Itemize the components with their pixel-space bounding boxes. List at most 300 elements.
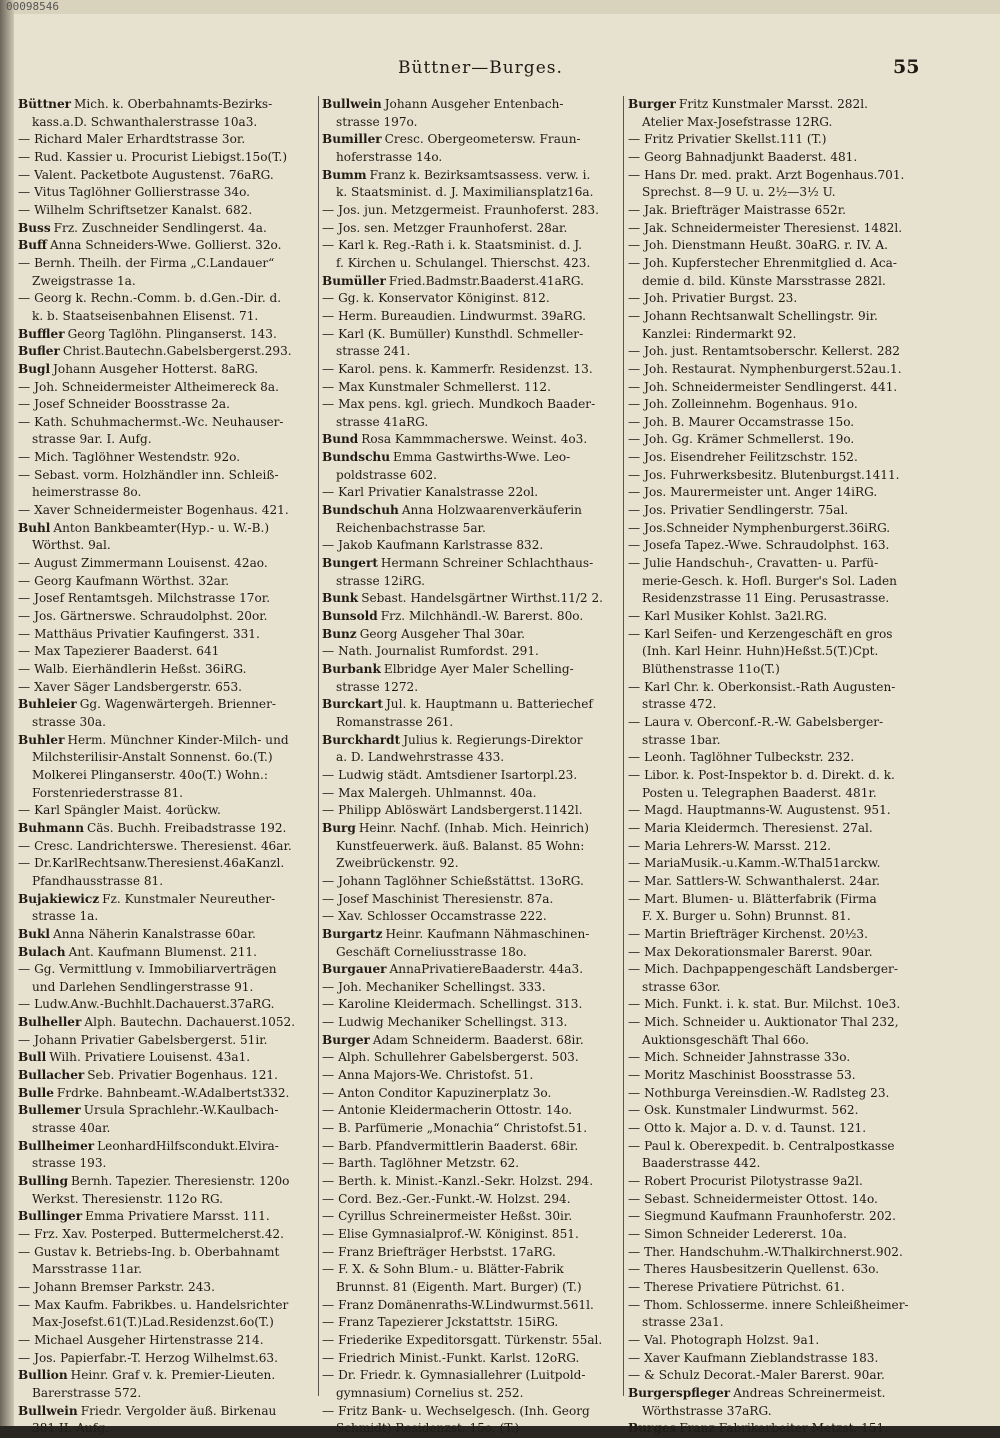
directory-entry-line <box>18 714 314 732</box>
entry-text: Friedrich Minist.-Funkt. Karlst. 12oRG. <box>338 1350 580 1365</box>
surname: Burgartz <box>322 926 383 941</box>
directory-entry-line <box>628 1350 928 1368</box>
surname: Buhl <box>18 520 51 535</box>
directory-entry-line <box>628 838 928 856</box>
ditto-dash: — <box>18 838 31 853</box>
directory-entry-line <box>628 431 928 449</box>
entry-text: Anna Näherin Kanalstrasse 60ar. <box>53 926 256 941</box>
ditto-dash: — <box>18 149 31 164</box>
entry-text: Friederike Expeditorsgatt. Türkenstr. 55al. <box>338 1332 603 1347</box>
directory-entry-line <box>18 1173 314 1191</box>
entry-text: Anna Holzwaarenverkäuferin <box>401 503 582 518</box>
surname: Burbank <box>322 662 381 676</box>
directory-entry-line <box>322 1138 618 1156</box>
ditto-dash: — <box>628 379 641 394</box>
directory-entry-line <box>628 961 928 979</box>
entry-text: strasse 23a1. <box>642 1315 724 1330</box>
entry-text: strasse 40ar. <box>32 1121 111 1136</box>
entry-text: Fritz Bank- u. Wechselgesch. (Inh. Georg <box>338 1403 590 1418</box>
entry-text: Sebast. Schneidermeister Ottost. 14o. <box>644 1191 878 1206</box>
surname: Burgauer <box>322 962 387 977</box>
ditto-dash: — <box>322 1174 335 1189</box>
directory-entry-line <box>18 220 314 238</box>
entry-text: Franz Fabrikarbeiter Metzst. 151. <box>679 1421 889 1436</box>
entry-text: Jos. jun. Metzgermeist. Fraunhoferst. 283. <box>338 202 599 217</box>
ditto-dash: — <box>322 1350 335 1365</box>
ditto-dash: — <box>628 432 641 447</box>
entry-text: Friedr. Vergolder äuß. Birkenau <box>80 1403 277 1418</box>
directory-entry-line <box>322 802 618 820</box>
directory-entry-line <box>322 396 618 414</box>
surname: Burger <box>628 97 676 111</box>
entry-text: Joh. Privatier Burgst. 23. <box>644 291 798 306</box>
surname: Bullacher <box>18 1068 85 1083</box>
entry-text: Jos. Privatier Sendlingerstr. 75al. <box>644 503 849 518</box>
entry-text: Hermann Schreiner Schlachthaus- <box>380 556 594 571</box>
surname: Bunsold <box>322 609 378 624</box>
directory-entry-line <box>322 520 618 538</box>
directory-entry-line <box>18 273 314 291</box>
directory-entry-line <box>18 873 314 891</box>
directory-entry-line <box>18 785 314 803</box>
entry-text: Forstenriederstrasse 81. <box>32 785 183 800</box>
directory-entry-line <box>18 1120 314 1138</box>
ditto-dash: — <box>18 202 31 217</box>
entry-text: Ursula Sprachlehr.-W.Kaulbach- <box>83 1103 279 1118</box>
ditto-dash: — <box>18 1297 31 1312</box>
ditto-dash: — <box>322 891 335 906</box>
directory-entry-line <box>628 855 928 873</box>
directory-entry-line <box>18 573 314 591</box>
directory-entry-line <box>628 1314 928 1332</box>
ditto-dash: — <box>18 662 31 676</box>
directory-entry-line <box>18 1191 314 1209</box>
surname: Burckhardt <box>322 732 401 747</box>
entry-text: Valent. Packetbote Augustenst. 76aRG. <box>34 167 274 182</box>
directory-entry-line <box>18 749 314 767</box>
directory-entry-line <box>322 361 618 379</box>
entry-text: Ther. Handschuhm.-W.Thalkirchnerst.902. <box>644 1244 903 1259</box>
entry-text: strasse 63or. <box>642 979 721 994</box>
directory-entry-line <box>628 414 928 432</box>
ditto-dash: — <box>18 1279 31 1294</box>
ditto-dash: — <box>628 856 641 871</box>
ditto-dash: — <box>628 1368 641 1383</box>
directory-entry-line <box>628 1173 928 1191</box>
entry-text: strasse 197o. <box>336 114 418 129</box>
ditto-dash: — <box>322 397 335 412</box>
entry-text: Milchsterilisir-Anstalt Sonnenst. 6o.(T.) <box>32 750 273 765</box>
directory-entry-line <box>322 820 618 838</box>
directory-entry-line <box>18 149 314 167</box>
ditto-dash: — <box>18 609 31 624</box>
entry-text: Karl Chr. k. Oberkonsist.-Rath Augusten- <box>644 679 896 694</box>
directory-entry-line <box>18 891 314 909</box>
ditto-dash: — <box>628 132 641 147</box>
entry-text: Mich. k. Oberbahnamts-Bezirks- <box>74 97 273 111</box>
directory-entry-line <box>322 1155 618 1173</box>
directory-entry-line <box>628 326 928 344</box>
entry-text: Zweigstrasse 1a. <box>32 273 136 288</box>
entry-text: Posten u. Telegraphen Baaderst. 481r. <box>642 785 877 800</box>
directory-entry-line <box>322 326 618 344</box>
entry-text: Baaderstrasse 442. <box>642 1156 761 1171</box>
directory-entry-line <box>18 838 314 856</box>
directory-entry-line <box>18 520 314 538</box>
surname: Buhmann <box>18 820 85 835</box>
entry-text: Elbridge Ayer Maler Schelling- <box>383 662 574 676</box>
directory-entry-line <box>18 1208 314 1226</box>
directory-entry-line <box>18 537 314 555</box>
entry-text: Blüthenstrasse 11o(T.) <box>642 662 780 676</box>
directory-entry-line <box>628 573 928 591</box>
entry-text: Franz k. Bezirksamtsassess. verw. i. <box>369 167 591 182</box>
entry-text: demie d. bild. Künste Marsstrasse 282l. <box>642 273 886 288</box>
directory-entry-line <box>18 1049 314 1067</box>
entry-text: Georg Taglöhn. Plinganserst. 143. <box>67 326 277 341</box>
ditto-dash: — <box>322 1103 335 1118</box>
directory-entry-line <box>628 255 928 273</box>
surname: Bunz <box>322 626 357 641</box>
ditto-dash: — <box>322 644 335 659</box>
directory-entry-line <box>18 926 314 944</box>
entry-text: Frz. Xav. Posterped. Buttermelcherst.42. <box>34 1227 284 1241</box>
ditto-dash: — <box>322 785 335 800</box>
entry-text: gymnasium) Cornelius st. 252. <box>336 1385 524 1400</box>
entry-text: Karl Privatier Kanalstrasse 22ol. <box>338 485 539 500</box>
ditto-dash: — <box>628 503 641 518</box>
entry-text: Frdrke. Bahnbeamt.-W.Adalbertst332. <box>56 1085 290 1100</box>
entry-text: AnnaPrivatiereBaaderstr. 44a3. <box>389 962 584 977</box>
directory-entry-line <box>322 1102 618 1120</box>
entry-text: Alph. Schullehrer Gabelsbergerst. 503. <box>338 1050 579 1065</box>
directory-entry-line <box>322 467 618 485</box>
directory-entry-line <box>628 149 928 167</box>
entry-text: hoferstrasse 14o. <box>336 149 443 164</box>
directory-entry-line <box>322 696 618 714</box>
entry-text: Joh. Mechaniker Schellingst. 333. <box>338 979 546 994</box>
ditto-dash: — <box>628 255 641 270</box>
entry-text: F. X. Burger u. Sohn) Brunnst. 81. <box>642 909 851 924</box>
directory-entry-line <box>628 996 928 1014</box>
directory-entry-line <box>628 802 928 820</box>
entry-text: Jos. Eisendreher Feilitzschstr. 152. <box>644 450 858 465</box>
entry-text: Bernh. Tapezier. Theresienstr. 120o <box>71 1174 290 1189</box>
ditto-dash: — <box>322 1068 335 1083</box>
entry-text: Maria Lehrers-W. Marsst. 212. <box>644 838 831 853</box>
ditto-dash: — <box>18 1350 31 1365</box>
entry-text: Joh. Restaurat. Nymphenburgerst.52au.1. <box>644 361 902 376</box>
entry-text: strasse 30a. <box>32 714 106 729</box>
entry-text: Emma Gastwirths-Wwe. Leo- <box>393 450 571 465</box>
entry-text: F. X. & Sohn Blum.- u. Blätter-Fabrik <box>338 1262 564 1277</box>
entry-text: Rosa Kammmacherswe. Weinst. 4o3. <box>361 432 588 447</box>
directory-entry-line <box>18 555 314 573</box>
entry-text: Karoline Kleidermach. Schellingst. 313. <box>338 997 583 1012</box>
entry-text: Zweibrückenstr. 92. <box>336 856 459 871</box>
directory-entry-line <box>628 873 928 891</box>
ditto-dash: — <box>18 503 31 518</box>
directory-entry-line <box>322 273 618 291</box>
directory-entry-line <box>628 749 928 767</box>
ditto-dash: — <box>322 1050 335 1065</box>
entry-text: Johann Ausgeher Hotterst. 8aRG. <box>53 361 259 376</box>
directory-entry-line <box>322 785 618 803</box>
surname: Burckart <box>322 697 383 712</box>
entry-text: strasse 9ar. I. Aufg. <box>32 432 152 447</box>
entry-text: Anna Majors-We. Christofst. 51. <box>338 1068 534 1083</box>
entry-text: Max Dekorationsmaler Barerst. 90ar. <box>644 944 873 959</box>
entry-text: Josefa Tapez.-Wwe. Schraudolphst. 163. <box>644 538 890 553</box>
ditto-dash: — <box>628 220 641 235</box>
ditto-dash: — <box>628 202 641 217</box>
entry-text: Mart. Blumen- u. Blätterfabrik (Firma <box>644 891 877 906</box>
entry-text: Alph. Bautechn. Dachauerst.1052. <box>84 1015 296 1030</box>
entry-text: Josef Maschinist Theresienstr. 87a. <box>338 891 554 906</box>
entry-text: Cyrillus Schreinermeister Heßst. 30ir. <box>338 1209 573 1224</box>
directory-entry-line <box>322 149 618 167</box>
column-rule <box>623 96 624 1396</box>
directory-entry-line <box>322 1085 618 1103</box>
directory-entry-line <box>18 643 314 661</box>
surname: Bullwein <box>18 1403 78 1418</box>
ditto-dash: — <box>18 856 31 871</box>
directory-entry-line <box>628 1403 928 1421</box>
ditto-dash: — <box>628 609 641 624</box>
ditto-dash: — <box>18 467 31 482</box>
directory-entry-line <box>628 1014 928 1032</box>
entry-text: Nath. Journalist Rumfordst. 291. <box>338 644 539 659</box>
directory-entry-line <box>18 184 314 202</box>
entry-text: Joh. Schneidermeister Sendlingerst. 441. <box>644 379 898 394</box>
entry-text: Sprechst. 8—9 U. u. 2½—3½ U. <box>642 185 836 200</box>
ditto-dash: — <box>322 1262 335 1277</box>
directory-entry-line <box>628 502 928 520</box>
ditto-dash: — <box>628 520 641 535</box>
ditto-dash: — <box>18 1227 31 1241</box>
entry-text: Vitus Taglöhner Gollierstrasse 34o. <box>34 185 251 200</box>
surname: Bundschu <box>322 450 391 465</box>
entry-text: Jos. Maurermeister unt. Anger 14iRG. <box>644 485 878 500</box>
directory-entry-line <box>18 732 314 750</box>
ditto-dash: — <box>322 803 335 818</box>
directory-entry-line <box>322 1261 618 1279</box>
directory-entry-line <box>322 767 618 785</box>
ditto-dash: — <box>628 450 641 465</box>
entry-text: a. D. Landwehrstrasse 433. <box>336 750 505 765</box>
ditto-dash: — <box>322 1227 335 1241</box>
directory-entry-line <box>628 1067 928 1085</box>
directory-entry-line <box>322 237 618 255</box>
directory-entry-line <box>628 1208 928 1226</box>
ditto-dash: — <box>322 767 335 782</box>
directory-entry-line <box>322 431 618 449</box>
entry-text: Bernh. Theilh. der Firma „C.Landauer“ <box>34 255 275 270</box>
directory-entry-line <box>322 838 618 856</box>
surname: Bull <box>18 1050 47 1065</box>
directory-entry-line <box>18 1032 314 1050</box>
entry-text: Thom. Schlosserme. innere Schleißheimer- <box>644 1297 909 1312</box>
entry-text: Max-Josefst.61(T.)Lad.Residenzst.6o(T.) <box>32 1315 274 1330</box>
directory-entry-line <box>628 767 928 785</box>
directory-entry-line <box>322 979 618 997</box>
directory-entry-line <box>18 1014 314 1032</box>
directory-entry-line <box>18 396 314 414</box>
surname: Buss <box>18 220 51 235</box>
ditto-dash: — <box>628 750 641 765</box>
directory-entry-line <box>18 114 314 132</box>
directory-entry-line <box>18 202 314 220</box>
ditto-dash: — <box>628 361 641 376</box>
column-rule <box>318 96 319 1396</box>
directory-entry-line <box>322 1297 618 1315</box>
directory-entry-line <box>322 1173 618 1191</box>
directory-entry-line <box>18 414 314 432</box>
column-right <box>628 96 928 1438</box>
ditto-dash: — <box>322 361 335 376</box>
entry-text: Xaver Schneidermeister Bogenhaus. 421. <box>34 503 289 518</box>
ditto-dash: — <box>628 1050 641 1065</box>
ditto-dash: — <box>628 1262 641 1277</box>
entry-text: Julius k. Regierungs-Direktor <box>403 732 583 747</box>
entry-text: Wörthst. 9al. <box>32 538 111 553</box>
directory-entry-line <box>322 1403 618 1421</box>
surname: Burgerspfleger <box>628 1385 731 1400</box>
ditto-dash: — <box>322 238 335 253</box>
entry-text: Barb. Pfandvermittlerin Baaderst. 68ir. <box>338 1138 579 1153</box>
ditto-dash: — <box>18 644 31 659</box>
directory-entry-line <box>18 979 314 997</box>
directory-entry-line <box>628 1138 928 1156</box>
directory-entry-line <box>18 290 314 308</box>
ditto-dash: — <box>628 1227 641 1241</box>
directory-entry-line <box>322 749 618 767</box>
directory-entry-line <box>18 449 314 467</box>
ditto-dash: — <box>628 1244 641 1259</box>
directory-entry-line <box>322 608 618 626</box>
entry-text: Mich. Dachpappengeschäft Landsberger- <box>644 962 898 977</box>
directory-entry-line <box>322 1067 618 1085</box>
scan-top-strip <box>0 0 1000 14</box>
entry-text: strasse 12iRG. <box>336 573 425 588</box>
entry-text: merie-Gesch. k. Hofl. Burger's Sol. Laden <box>642 573 897 588</box>
page-number: 55 <box>893 56 920 78</box>
entry-text: Jul. k. Hauptmann u. Batteriechef <box>385 697 593 712</box>
directory-entry-line <box>322 926 618 944</box>
entry-text: August Zimmermann Louisenst. 42ao. <box>34 556 268 571</box>
entry-text: B. Parfümerie „Monachia“ Christofst.51. <box>338 1121 588 1136</box>
directory-entry-line <box>628 820 928 838</box>
ditto-dash: — <box>628 962 641 977</box>
directory-entry-line <box>322 855 618 873</box>
entry-text: k. b. Staatseisenbahnen Elisenst. 71. <box>32 308 259 323</box>
ditto-dash: — <box>322 873 335 888</box>
entry-text: poldstrasse 602. <box>336 467 438 482</box>
surname: Buffler <box>18 326 65 341</box>
directory-entry-line <box>628 167 928 185</box>
directory-entry-line <box>18 590 314 608</box>
entry-text: Ludwig städt. Amtsdiener Isartorpl.23. <box>338 767 578 782</box>
ditto-dash: — <box>18 803 31 818</box>
ditto-dash: — <box>628 467 641 482</box>
entry-text: Rud. Kassier u. Procurist Liebigst.15o(T.) <box>34 149 288 164</box>
entry-text: Simon Schneider Ledererst. 10a. <box>644 1227 847 1241</box>
directory-entry-line <box>628 1385 928 1403</box>
directory-entry-line <box>18 167 314 185</box>
directory-entry-line <box>18 1138 314 1156</box>
directory-entry-line <box>628 1120 928 1138</box>
entry-text: Karl (K. Bumüller) Kunsthdl. Schmeller- <box>338 326 584 341</box>
ditto-dash: — <box>322 1315 335 1330</box>
entry-text: Jos.Schneider Nymphenburgerst.36iRG. <box>644 520 891 535</box>
directory-entry-line <box>322 202 618 220</box>
ditto-dash: — <box>628 1191 641 1206</box>
directory-entry-line <box>18 1226 314 1244</box>
directory-entry-line <box>628 114 928 132</box>
entry-text: strasse 1bar. <box>642 732 721 747</box>
directory-entry-line <box>322 290 618 308</box>
directory-entry-line <box>18 1067 314 1085</box>
entry-text: Frz. Zuschneider Sendlingerst. 4a. <box>53 220 267 235</box>
ditto-dash: — <box>628 944 641 959</box>
directory-entry-line <box>628 1032 928 1050</box>
ditto-dash: — <box>18 556 31 571</box>
directory-entry-line <box>322 891 618 909</box>
directory-entry-line <box>322 679 618 697</box>
surname: Buhleier <box>18 697 77 712</box>
directory-entry-line <box>628 908 928 926</box>
directory-entry-line <box>322 220 618 238</box>
ditto-dash: — <box>628 1279 641 1294</box>
entry-text: Cord. Bez.-Ger.-Funkt.-W. Holzst. 294. <box>338 1191 571 1206</box>
binding-edge <box>0 0 14 1426</box>
directory-entry-line <box>322 1208 618 1226</box>
directory-entry-line <box>628 1332 928 1350</box>
directory-entry-line <box>18 431 314 449</box>
entry-text: Christ.Bautechn.Gabelsbergerst.293. <box>62 344 292 359</box>
ditto-dash: — <box>322 308 335 323</box>
directory-entry-line <box>628 343 928 361</box>
directory-entry-line <box>322 1244 618 1262</box>
directory-entry-line <box>18 255 314 273</box>
directory-entry-line <box>322 1420 618 1438</box>
entry-text: Xaver Kaufmann Zieblandstrasse 183. <box>644 1350 879 1365</box>
entry-text: kass.a.D. Schwanthalerstrasse 10a3. <box>32 114 258 129</box>
directory-entry-line <box>322 1314 618 1332</box>
directory-entry-line <box>322 414 618 432</box>
entry-text: k. Staatsminist. d. J. Maximiliansplatz16a. <box>336 185 594 200</box>
entry-text: Joh. Kupferstecher Ehrenmitglied d. Aca- <box>644 255 897 270</box>
entry-text: Gustav k. Betriebs-Ing. b. Oberbahnamt <box>34 1244 280 1259</box>
directory-entry-line <box>628 1226 928 1244</box>
ditto-dash: — <box>18 1244 31 1259</box>
entry-text: Matthäus Privatier Kaufingerst. 331. <box>34 626 260 641</box>
entry-text: Walb. Eierhändlerin Heßst. 36iRG. <box>34 662 247 676</box>
directory-entry-line <box>628 626 928 644</box>
directory-entry-line <box>628 184 928 202</box>
entry-text: Pfandhausstrasse 81. <box>32 873 164 888</box>
ditto-dash: — <box>322 1121 335 1136</box>
entry-text: Brunnst. 81 (Eigenth. Mart. Burger) (T.) <box>336 1279 582 1294</box>
entry-text: Therese Privatiere Pütrichst. 61. <box>644 1279 845 1294</box>
entry-text: Wilh. Privatiere Louisenst. 43a1. <box>49 1050 251 1065</box>
directory-entry-line <box>18 1297 314 1315</box>
directory-entry-line <box>18 996 314 1014</box>
entry-text: Antonie Kleidermacherin Ottostr. 14o. <box>338 1103 573 1118</box>
entry-text: Emma Privatiere Marsst. 111. <box>85 1209 270 1224</box>
scan-id: 00098546 <box>6 0 59 13</box>
ditto-dash: — <box>18 132 31 147</box>
